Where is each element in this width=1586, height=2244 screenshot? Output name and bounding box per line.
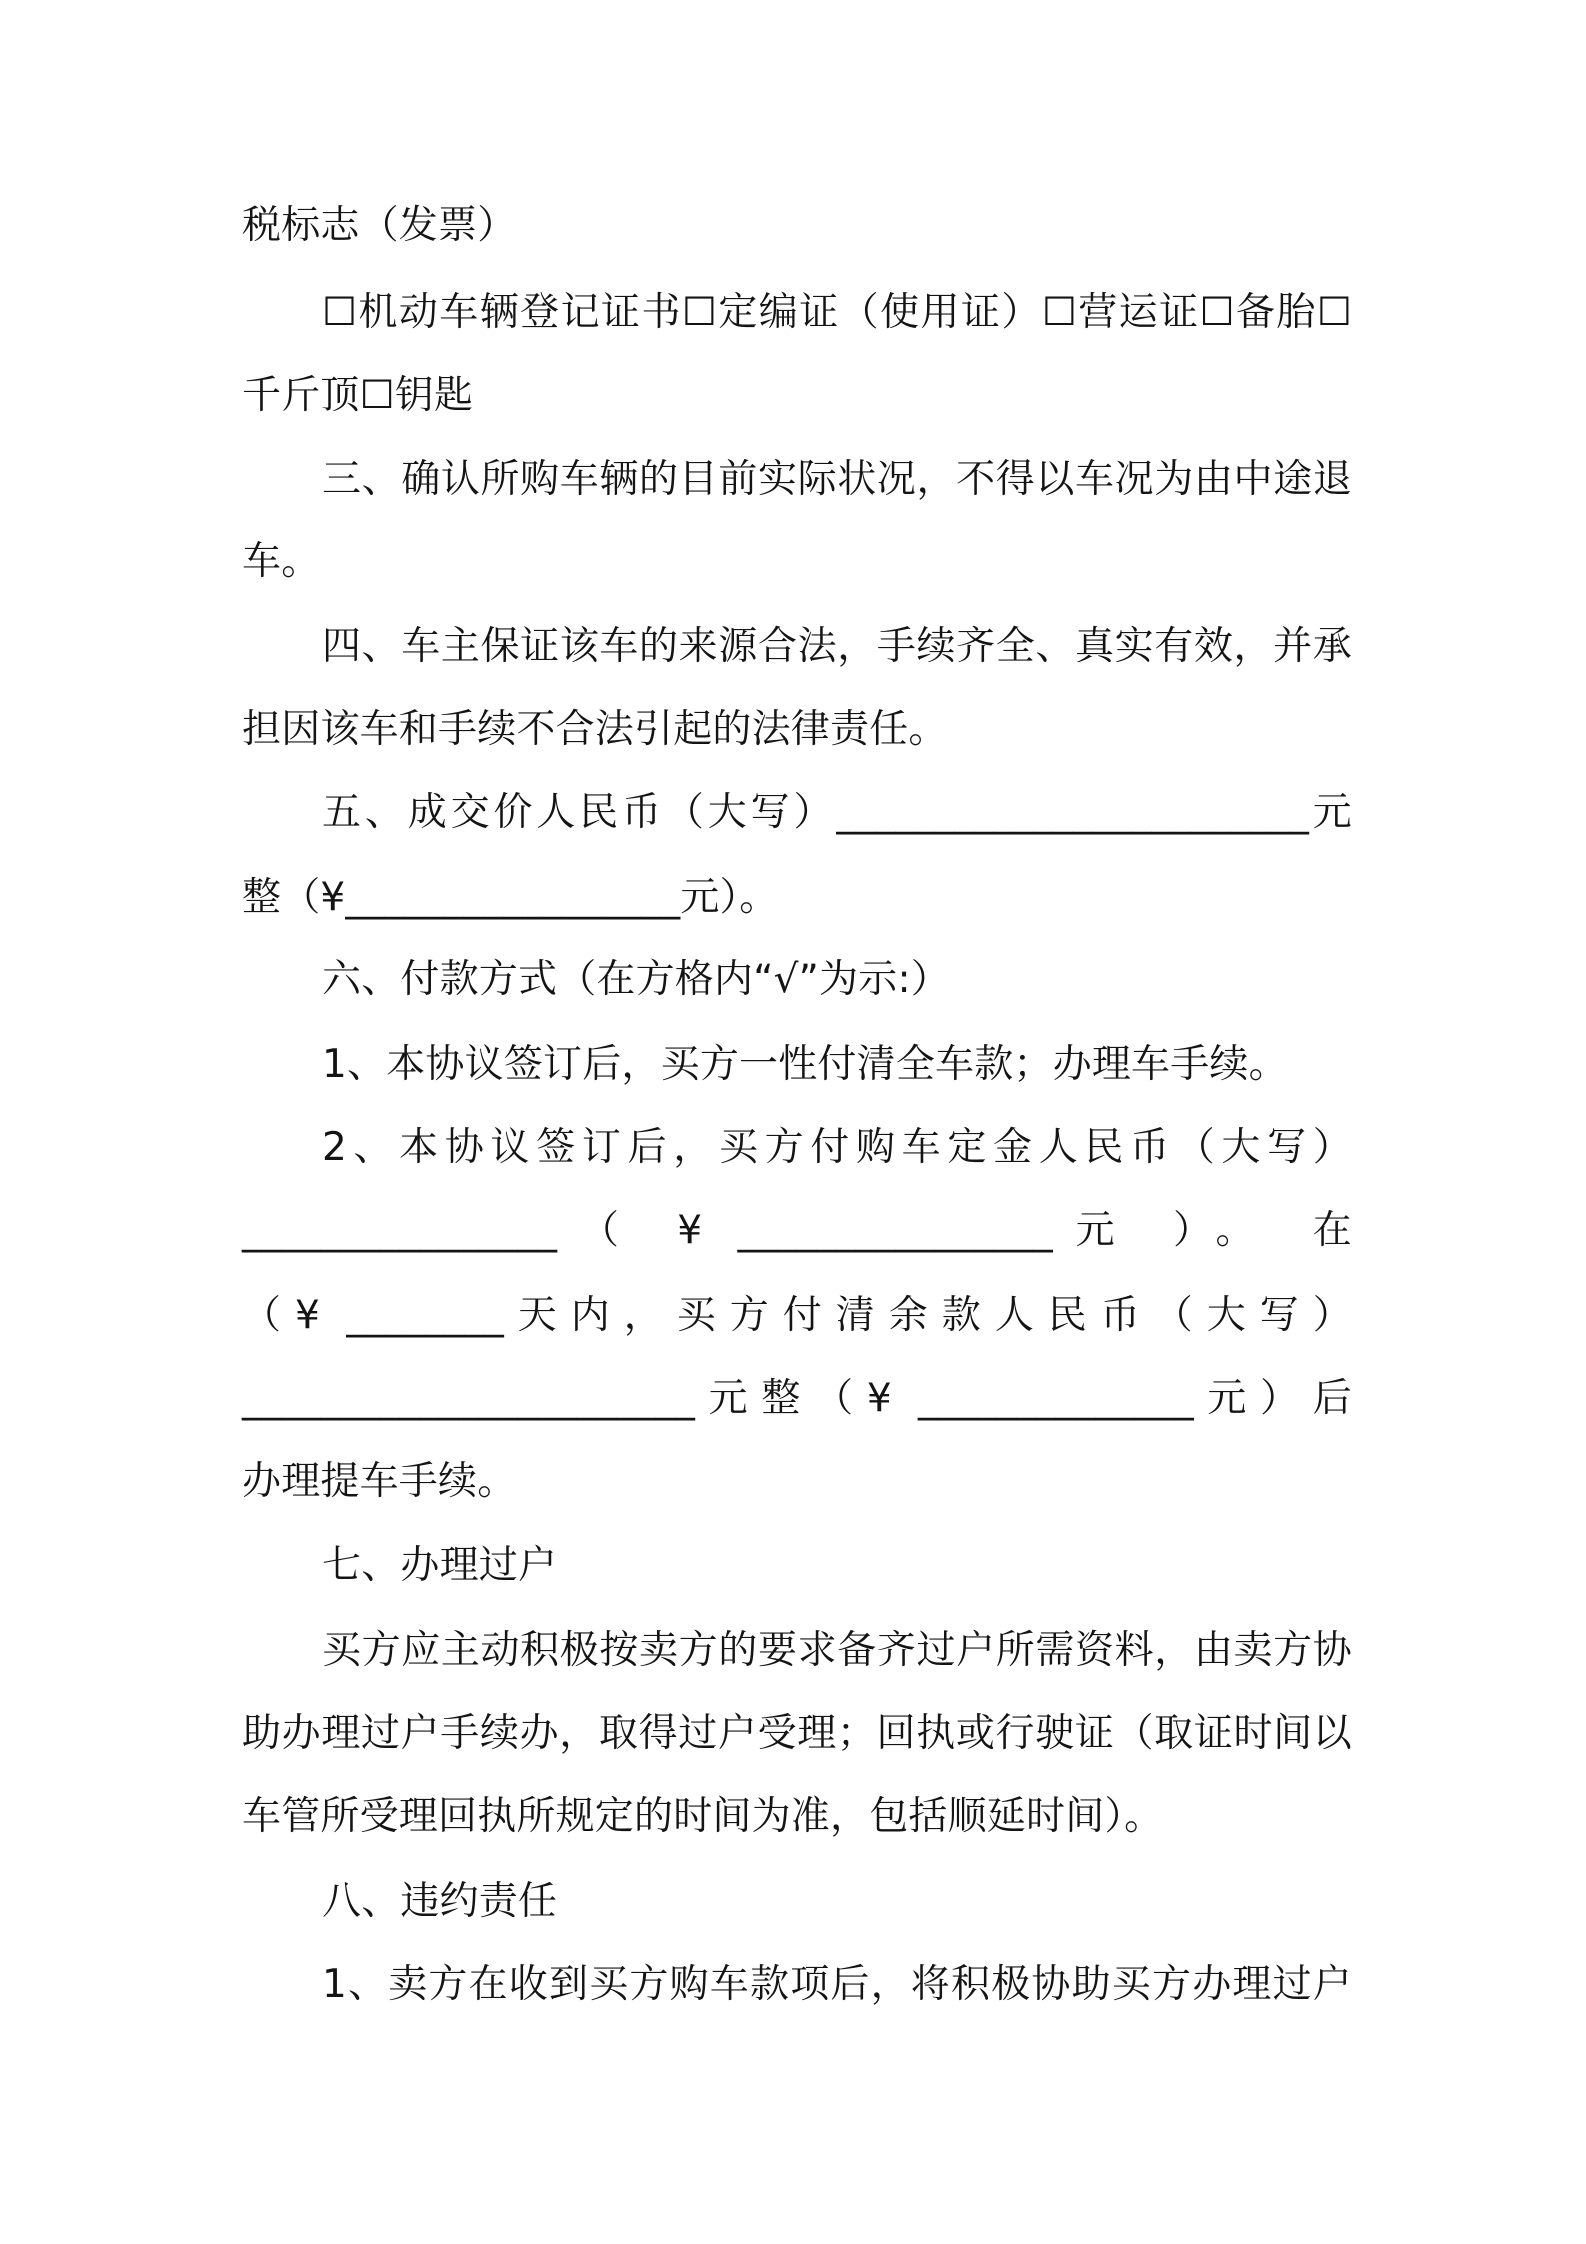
clause-8-heading: 八、违约责任 bbox=[322, 1879, 558, 1924]
clause-3-line: 三、确认所购车辆的目前实际状况，不得以车况为由中途退 bbox=[322, 457, 1352, 502]
clause-4-line: 四、车主保证该车的来源合法，手续齐全、真实有效，并承 bbox=[322, 624, 1352, 669]
clause-5-line: 整（¥_________________元）。 bbox=[242, 875, 779, 920]
payment-option-2-line: _______________________元整（¥ ______________元）后 bbox=[242, 1376, 1352, 1421]
clause-3-line: 车。 bbox=[242, 539, 321, 584]
clause-7-body-line: 车管所受理回执所规定的时间为准，包括顺延时间）。 bbox=[242, 1794, 1164, 1839]
clause-7-body-line: 助办理过户手续办，取得过户受理；回执或行驶证（取证时间以 bbox=[242, 1711, 1352, 1756]
checkbox-item-line: ☐机动车辆登记证书☐定编证（使用证）☐营运证☐备胎☐ bbox=[322, 290, 1352, 335]
clause-4-line: 担因该车和手续不合法引起的法律责任。 bbox=[242, 707, 948, 752]
text-line: 税标志（发票） bbox=[242, 203, 517, 248]
payment-option-2-line: （¥ ________天内，买方付清余款人民币（大写） bbox=[242, 1293, 1352, 1338]
clause-7-heading: 七、办理过户 bbox=[322, 1543, 558, 1588]
clause-7-body-line: 买方应主动积极按卖方的要求备齐过户所需资料，由卖方协 bbox=[322, 1628, 1352, 1673]
checkbox-item-line: 千斤顶☐钥匙 bbox=[242, 373, 474, 418]
clause-5-line: 五、成交价人民币（大写）________________________元 bbox=[322, 790, 1352, 835]
payment-option-2-line: ________________（ ¥ ________________元 ）。 在 bbox=[242, 1208, 1352, 1253]
payment-option-2-line: 办理提车手续。 bbox=[242, 1459, 517, 1504]
clause-8-body-line: 1、卖方在收到买方购车款项后，将积极协助买方办理过户 bbox=[322, 1962, 1352, 2007]
payment-option-2-line: 2、本协议签订后，买方付购车定金人民币（大写） bbox=[322, 1125, 1352, 1170]
payment-option-1: 1、本协议签订后，买方一性付清全车款；办理车手续。 bbox=[322, 1042, 1288, 1087]
clause-6-heading: 六、付款方式（在方格内“√”为示:） bbox=[322, 957, 951, 1002]
